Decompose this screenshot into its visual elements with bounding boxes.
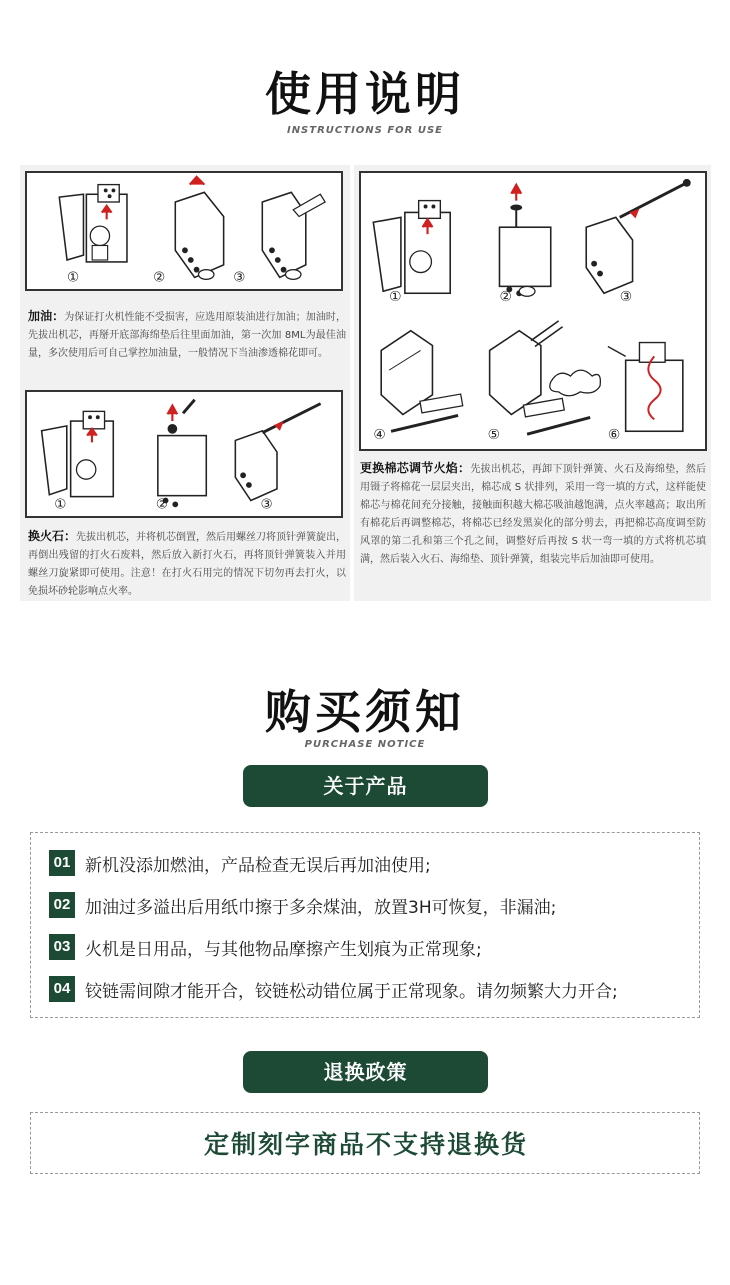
refuel-heading: 加油： [28, 309, 65, 323]
item-text: 铰链需间隙才能开合，铰链松动错位属于正常现象。请勿频繁大力开合; [85, 981, 618, 1002]
refuel-diagram [27, 173, 341, 289]
item-number: 04 [49, 976, 75, 1002]
flint-heading: 换火石： [28, 529, 77, 543]
list-item [49, 975, 618, 1003]
step-number: ① [67, 269, 80, 286]
step-number: ⑥ [607, 427, 621, 444]
refuel-body: 为保证打火机性能不受损害，应选用原装油进行加油；加油时，先拔出机芯，再掰开底部海绵垫后往里面加油，第一次加 8ML为最佳油量，多次使用后可自己掌控加油量，一般情况下当油渗透棉花即可。 [28, 312, 346, 359]
wick-text [360, 459, 706, 569]
refuel-text [28, 307, 346, 363]
instructions-title: 使用说明 [265, 67, 465, 121]
step-number: ② [155, 496, 169, 513]
about-product-label: 关于产品 [243, 765, 488, 807]
wick-heading: 更换棉芯调节火焰： [360, 461, 471, 475]
instructions-subtitle: INSTRUCTIONS FOR USE [286, 125, 444, 136]
instructions-left-panel [20, 165, 350, 601]
step-number: ① [389, 289, 402, 306]
step-number: ⑤ [487, 427, 501, 444]
item-text: 火机是日用品，与其他物品摩擦产生划痕为正常现象; [85, 939, 482, 960]
step-number: ① [54, 496, 67, 513]
step-number: ③ [619, 289, 633, 306]
policy-box [30, 1112, 700, 1174]
list-item [49, 891, 556, 919]
list-item [49, 849, 431, 877]
step-number: ③ [233, 269, 246, 286]
flint-diagram [27, 392, 341, 516]
step-number: ④ [373, 427, 386, 444]
item-text: 加油过多溢出后用纸巾擦于多余煤油，放置3H可恢复，非漏油; [85, 897, 557, 918]
return-policy-label: 退换政策 [243, 1051, 488, 1093]
flint-illustration [25, 390, 343, 518]
purchase-subtitle: PURCHASE NOTICE [304, 739, 426, 750]
step-number: ② [153, 269, 166, 286]
step-number: ② [499, 289, 512, 306]
flint-body: 先拔出机芯，并将机芯倒置，然后用螺丝刀将顶针弹簧旋出，再倒出残留的打火石废料，然后放入新打火石，再将顶针弹簧装入并用螺丝刀旋紧即可使用。注意！在打火石用完的情况下切勿再去打火，以免损坏砂轮影响点火率。 [28, 532, 347, 597]
flint-text [28, 527, 346, 601]
item-text: 新机没添加燃油，产品检查无误后再加油使用; [85, 855, 431, 876]
purchase-title: 购买须知 [265, 685, 465, 739]
policy-text: 定制刻字商品不支持退换货 [203, 1130, 528, 1159]
item-number: 03 [49, 934, 75, 960]
instructions-right-panel [354, 165, 711, 601]
notice-list [30, 832, 700, 1018]
wick-body: 先拔出机芯，再卸下顶针弹簧、火石及海绵垫，然后用镊子将棉花一层层夹出，棉芯成 S 状排列，采用一弯一填的方式，这样能使棉芯与棉花间充分接触，接触面积越大棉芯吸油越饱满，点火率越高；取出所有棉花后再调整棉芯，将棉芯已经发黑炭化的部分剪去，再把棉芯高度调至防风罩的第二孔和第三个孔之间，调整好后再按 S 状一弯一填的方式将机芯填满，然后装入火石、海绵垫、顶针弹簧，组装完毕后加油即可使用。 [360, 464, 706, 565]
item-number: 02 [49, 892, 75, 918]
list-item [49, 933, 482, 961]
wick-diagram [361, 173, 705, 449]
item-number: 01 [49, 850, 75, 876]
refuel-illustration [25, 171, 343, 291]
step-number: ③ [260, 496, 273, 513]
wick-illustration [359, 171, 707, 451]
